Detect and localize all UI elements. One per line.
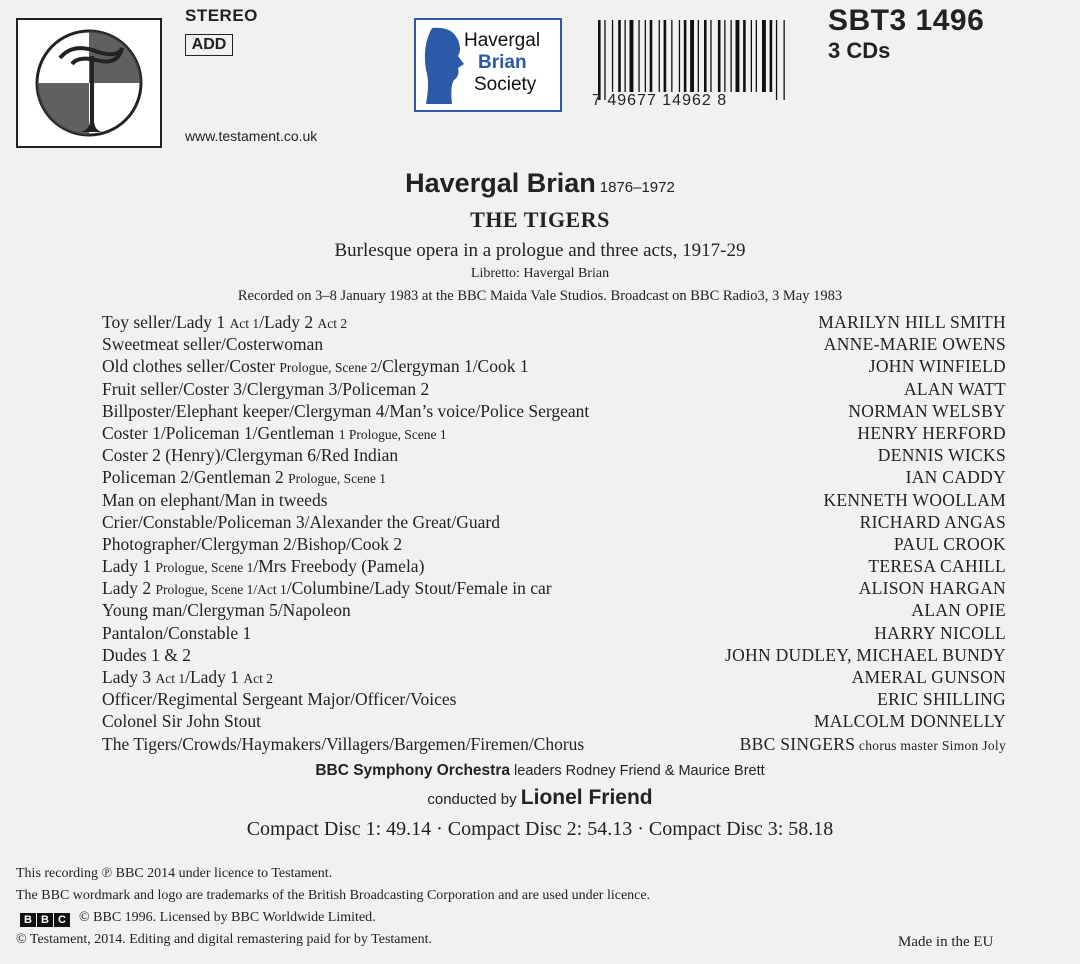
cast-role: Fruit seller/Coster 3/Clergyman 3/Policeman 2 <box>102 378 430 399</box>
cast-role: Lady 3 Act 1/Lady 1 Act 2 <box>102 667 274 687</box>
cast-role: Crier/Constable/Policeman 3/Alexander the Great/Guard <box>102 511 500 532</box>
cast-singer: ANNE-MARIE OWENS <box>823 334 1006 355</box>
cast-singer: ALAN WATT <box>903 378 1006 399</box>
cast-role: The Tigers/Crowds/Haymakers/Villagers/Bargemen/Firemen/Chorus <box>102 733 585 754</box>
cast-singer: DENNIS WICKS <box>877 445 1006 466</box>
cast-role: Man on elephant/Man in tweeds <box>102 489 328 510</box>
cast-row <box>102 734 1006 756</box>
cast-role: Sweetmeat seller/Costerwoman <box>102 334 324 355</box>
cast-role: Lady 2 Prologue, Scene 1/Act 1/Columbine/Lady Stout/Female in car <box>102 578 552 599</box>
composer-name: Havergal Brian <box>405 168 596 198</box>
barcode-bar <box>762 20 766 92</box>
barcode-bar <box>743 20 746 92</box>
cast-row <box>102 401 1006 423</box>
cast-role: Coster 1/Policeman 1/Gentleman 1 Prologue, Scene 1 <box>102 422 447 443</box>
barcode-bar <box>679 20 680 92</box>
barcode-bar <box>625 20 626 92</box>
cast-singer: ERIC SHILLING <box>877 689 1006 710</box>
testament-logo <box>16 18 162 148</box>
cast-row <box>102 334 1006 356</box>
libretto-credit: Libretto: Havergal Brian <box>470 266 610 281</box>
barcode-bar <box>650 20 653 92</box>
testament-copyright: © Testament, 2014. Editing and digital remastering paid for by Testament. <box>16 932 433 947</box>
cast-row <box>102 312 1006 334</box>
cast-singer: BBC SINGERS chorus master Simon Joly <box>739 733 1006 754</box>
conductor-name: Lionel Friend <box>520 786 653 809</box>
testament-t-icon <box>18 20 160 146</box>
barcode-bar <box>784 20 785 100</box>
cast-row <box>102 711 1006 733</box>
cast-singer: MALCOLM DONNELLY <box>813 711 1006 732</box>
cast-role: Policeman 2/Gentleman 2 Prologue, Scene 1 <box>102 467 386 488</box>
cast-role: Toy seller/Lady 1 Act 1/Lady 2 Act 2 <box>102 312 348 332</box>
cast-singer: IAN CADDY <box>905 467 1006 488</box>
disc-count: 3 CDs <box>828 38 891 63</box>
trademark-notice: The BBC wordmark and logo are trademarks of the British Broadcasting Corporation and are used under licence. <box>16 888 651 903</box>
composer-dates: 1876–1972 <box>599 179 675 196</box>
barcode-bar <box>618 20 621 92</box>
cast-row <box>102 578 1006 600</box>
barcode-bar <box>756 20 757 92</box>
conductor-credit <box>0 786 1080 810</box>
cast-singer: ALISON HARGAN <box>858 578 1006 599</box>
disc-durations: Compact Disc 1: 49.14 · Compact Disc 2: 54.13 · Compact Disc 3: 58.18 <box>246 818 834 840</box>
barcode-bar <box>710 20 711 92</box>
cast-singer: AMERAL GUNSON <box>851 667 1006 687</box>
barcode-bar <box>704 20 707 92</box>
composer-heading <box>0 168 1080 199</box>
cast-row <box>102 623 1006 645</box>
cast-role: Colonel Sir John Stout <box>102 711 261 732</box>
cast-singer: KENNETH WOOLLAM <box>823 489 1006 510</box>
cast-role: Photographer/Clergyman 2/Bishop/Cook 2 <box>102 533 403 554</box>
cast-row <box>102 512 1006 534</box>
website-link[interactable]: www.testament.co.uk <box>185 128 318 144</box>
cast-role: Young man/Clergyman 5/Napoleon <box>102 600 351 621</box>
havergal-brian-society-logo <box>414 18 562 112</box>
cast-row <box>102 445 1006 467</box>
barcode-bar <box>638 20 639 92</box>
cast-singer: TERESA CAHILL <box>868 556 1006 577</box>
cast-row <box>102 600 1006 622</box>
barcode-bar <box>690 20 694 92</box>
cast-row <box>102 534 1006 556</box>
cast-role: Officer/Regimental Sergeant Major/Officer/Voices <box>102 689 457 710</box>
stereo-label: STEREO <box>185 6 258 25</box>
cast-singer: JOHN DUDLEY, MICHAEL BUNDY <box>725 644 1006 665</box>
barcode-bar <box>770 20 773 92</box>
barcode-bar <box>645 20 646 92</box>
barcode-bar <box>736 20 740 92</box>
barcode-digits: 7 49677 14962 8 <box>592 92 728 109</box>
society-line-2: Brian <box>478 52 527 73</box>
cast-singer: PAUL CROOK <box>893 533 1006 554</box>
cast-singer: RICHARD ANGAS <box>859 511 1006 532</box>
barcode-bar <box>684 20 687 92</box>
barcode-bar <box>598 20 601 100</box>
barcode-bar <box>630 20 634 92</box>
catalog-number: SBT3 1496 <box>828 4 985 37</box>
bbc-licence <box>20 910 376 927</box>
profile-silhouette-icon <box>422 26 466 106</box>
society-line-3: Society <box>474 74 537 95</box>
conductor-prefix: conducted by <box>427 791 521 808</box>
recording-info: Recorded on 3–8 January 1983 at the BBC Maida Vale Studios. Broadcast on BBC Radio3, 3 May 1983 <box>237 288 843 304</box>
barcode-bar <box>698 20 699 92</box>
orchestra-name: BBC Symphony Orchestra <box>315 762 510 779</box>
made-in-label: Made in the EU <box>898 934 994 950</box>
bbc-logo-icon: B B C <box>20 910 71 927</box>
cast-row <box>102 645 1006 667</box>
barcode-bar <box>671 20 672 92</box>
cast-list <box>102 312 1006 756</box>
cast-row <box>102 423 1006 445</box>
barcode-bar <box>604 20 605 100</box>
work-subtitle: Burlesque opera in a prologue and three acts, 1917-29 <box>334 240 746 261</box>
orchestra-leaders: leaders Rodney Friend & Maurice Brett <box>510 763 765 779</box>
cast-role: Coster 2 (Henry)/Clergyman 6/Red Indian <box>102 445 399 466</box>
cast-singer: JOHN WINFIELD <box>868 356 1006 377</box>
society-line-1: Havergal <box>464 30 541 51</box>
barcode-bar <box>724 20 725 92</box>
cast-singer: HENRY HERFORD <box>857 422 1006 443</box>
cast-row <box>102 490 1006 512</box>
cast-row <box>102 689 1006 711</box>
cast-singer: ALAN OPIE <box>911 600 1006 621</box>
barcode-bar <box>731 20 732 92</box>
work-title: THE TIGERS <box>470 207 610 232</box>
cast-row <box>102 667 1006 689</box>
orchestra-credit <box>0 762 1080 780</box>
cast-role: Old clothes seller/Coster Prologue, Scene 2/Clergyman 1/Cook 1 <box>102 356 529 377</box>
cast-role: Lady 1 Prologue, Scene 1/Mrs Freebody (Pamela) <box>102 556 425 577</box>
cast-singer: MARILYN HILL SMITH <box>818 312 1006 332</box>
add-badge: ADD <box>185 34 233 56</box>
barcode-bar <box>659 20 660 92</box>
bbc-licence-text: © BBC 1996. Licensed by BBC Worldwide Limited. <box>79 910 376 925</box>
barcode-bar <box>664 20 667 92</box>
cast-row <box>102 556 1006 578</box>
cast-role: Billposter/Elephant keeper/Clergyman 4/Man’s voice/Police Sergeant <box>102 400 590 421</box>
cast-row <box>102 379 1006 401</box>
barcode-bar <box>776 20 777 100</box>
barcode-bar <box>718 20 721 92</box>
recording-copyright: This recording ℗ BBC 2014 under licence to Testament. <box>16 866 333 881</box>
cast-role: Pantalon/Constable 1 <box>102 622 252 643</box>
cast-role: Dudes 1 & 2 <box>102 644 191 665</box>
cast-singer: HARRY NICOLL <box>874 622 1006 643</box>
cast-row <box>102 467 1006 489</box>
barcode-bar <box>751 20 752 92</box>
cast-row <box>102 356 1006 378</box>
barcode-bar <box>612 20 613 92</box>
cast-singer: NORMAN WELSBY <box>848 400 1006 421</box>
